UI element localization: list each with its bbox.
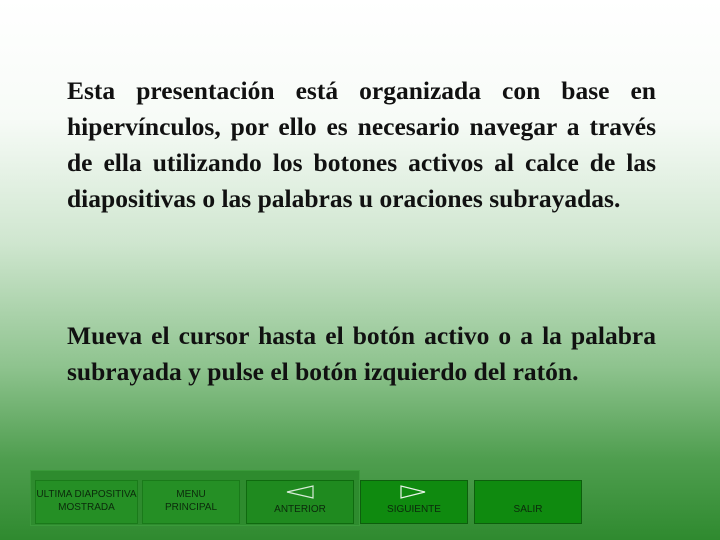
last-slide-label-line2: MOSTRADA <box>58 502 115 513</box>
main-menu-label-line2: PRINCIPAL <box>164 502 218 513</box>
exit-label: SALIR <box>513 504 543 515</box>
last-slide-button[interactable] <box>35 480 138 524</box>
next-button[interactable] <box>360 480 468 524</box>
main-menu-label <box>143 488 239 514</box>
main-menu-label-line1: MENU <box>176 489 206 500</box>
right-arrow-icon <box>399 485 429 499</box>
previous-button[interactable] <box>246 480 354 524</box>
main-menu-button[interactable] <box>142 480 240 524</box>
last-slide-label-line1: ULTIMA DIAPOSITIVA <box>36 489 137 500</box>
left-arrow-icon <box>285 485 315 499</box>
instruction-paragraph: Mueva el cursor hasta el botón activo o a la palabra subrayada y pulse el botón izquierdo del ratón. <box>67 321 656 386</box>
next-label: SIGUIENTE <box>387 504 441 515</box>
intro-paragraph: Esta presentación está organizada con base en hipervínculos, por ello es necesario navegar a través de ella utilizando los botones activos al calce de las diapositivas o las palabras u oraciones subrayadas. <box>67 76 656 213</box>
previous-label: ANTERIOR <box>274 504 326 515</box>
exit-button[interactable] <box>474 480 582 524</box>
last-slide-label <box>36 488 137 514</box>
